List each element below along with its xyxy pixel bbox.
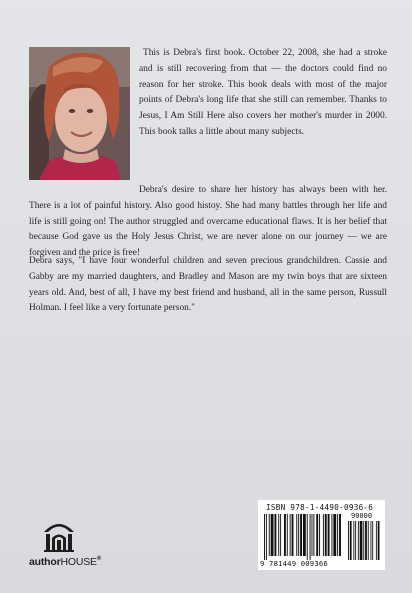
addon-bar xyxy=(360,521,363,560)
ean13-barcode-bars xyxy=(264,514,342,560)
barcode-bar xyxy=(269,514,270,556)
addon-bar xyxy=(376,521,377,560)
barcode-bar xyxy=(266,514,267,560)
barcode-bar xyxy=(300,514,302,556)
isbn-barcode xyxy=(258,500,385,570)
addon-bar xyxy=(371,521,372,560)
author-portrait-image xyxy=(29,47,130,180)
barcode-bar xyxy=(319,514,320,556)
barcode-bar xyxy=(296,514,297,556)
publisher-name-bold: author xyxy=(29,556,61,568)
registered-mark: ® xyxy=(96,556,102,562)
barcode-bar xyxy=(264,514,265,560)
barcode-bar xyxy=(310,514,311,560)
price-addon-barcode-bars xyxy=(348,521,381,560)
barcode-bar xyxy=(323,514,324,556)
barcode-bar xyxy=(331,514,332,556)
barcode-bar xyxy=(292,514,294,556)
barcode-bar xyxy=(307,514,308,560)
barcode-bar xyxy=(312,514,313,556)
barcode-bar xyxy=(316,514,318,556)
barcode-bar xyxy=(313,514,314,556)
barcode-bar xyxy=(328,514,330,556)
addon-bar xyxy=(378,521,380,560)
barcode-bar xyxy=(274,514,276,556)
publisher-wordmark xyxy=(29,556,101,568)
barcode-bar xyxy=(271,514,274,556)
addon-bar xyxy=(363,521,364,560)
barcode-bar xyxy=(337,514,338,556)
barcode-bar xyxy=(278,514,279,556)
barcode-bar xyxy=(280,514,281,556)
addon-bar xyxy=(365,521,367,560)
barcode-bar xyxy=(290,514,291,556)
ean-digits: 9 781449 009366 xyxy=(260,559,328,568)
barcode-bar xyxy=(325,514,327,556)
author-photo xyxy=(29,47,130,180)
isbn-label: ISBN 978-1-4490-0936-6 xyxy=(266,503,374,512)
publisher-name-light: HOUSE xyxy=(60,556,97,568)
description-paragraph-2: Debra's desire to share her history has always been with her. There is a lot of painful history. Also good histoy. She had many battles through her life and life is still going on! The author struggled and overcame educational flaws. It is her belief that because God gave us the Holy Jesus Christ, we are never alone on our journey — we are forgiven and the price is free! xyxy=(29,185,387,259)
barcode-bar xyxy=(333,514,336,556)
barcode-bar xyxy=(339,514,341,556)
publisher-logo xyxy=(29,518,101,570)
addon-bar xyxy=(350,521,352,560)
barcode-bar xyxy=(298,514,299,556)
addon-bar xyxy=(358,521,359,560)
description-paragraph-3: Debra says, "I have four wonderful children and seven precious grandchildren. Cassie and Gabby are my married daughters, and Bradley and Mason are my twin boys that are sixteen years old. And, best of all, I have my best friend and husband, all in the same person, Russull Holman. I feel like a very fortunate person." xyxy=(29,256,387,314)
addon-bar xyxy=(368,521,369,560)
barcode-bar xyxy=(303,514,306,556)
addon-bar xyxy=(372,521,373,560)
addon-bar xyxy=(348,521,349,560)
addon-bar xyxy=(355,521,356,560)
addon-bar xyxy=(353,521,354,560)
description-paragraph-1: This is Debra's first book. October 22, 2008, she had a stroke and is still recovering from that — the doctors could find no reason for her stroke. This book deals with most of the major points of Debra's long life that she still can remember. Thanks to Jesus, I Am Still Here also covers her mother's murder in 2000. This book talks a little about many subjects. xyxy=(139,48,387,137)
authorhouse-arch-logo-icon xyxy=(42,518,76,552)
barcode-bar xyxy=(287,514,288,556)
price-code: 90000 xyxy=(351,512,373,520)
barcode-bar xyxy=(284,514,286,556)
